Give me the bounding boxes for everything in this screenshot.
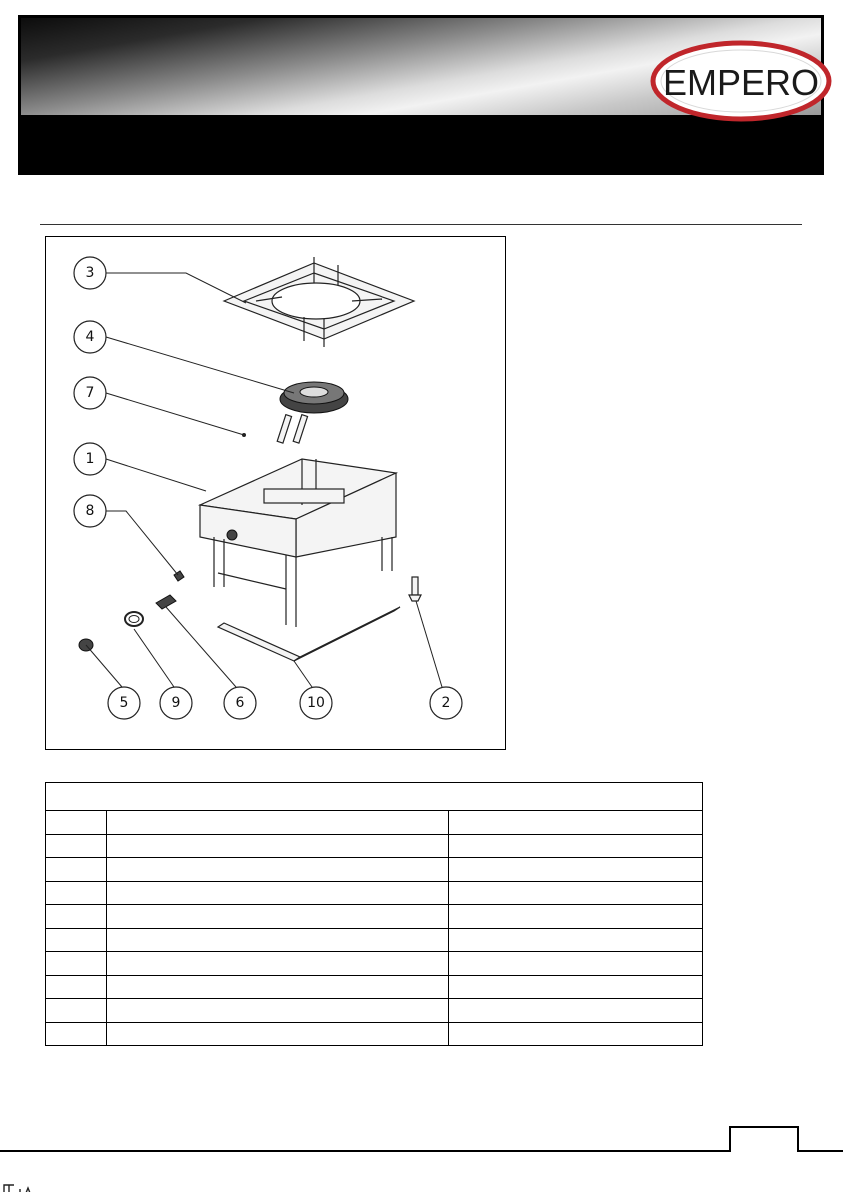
callout-9 [160,687,192,719]
parts-table [45,782,703,1046]
footer-line [0,1150,843,1152]
svg-text:6: 6 [235,695,245,711]
callout-4 [74,321,106,353]
svg-text:9: 9 [171,695,181,711]
svg-text:3: 3 [85,265,95,281]
logo-text: EMPERO [662,62,820,103]
frame-drawing [200,459,396,627]
table-row [46,999,703,1023]
table-row [46,928,703,952]
table-row [46,975,703,999]
table-row [46,905,703,929]
table-row [46,881,703,905]
table-header-row [46,783,703,811]
callout-5 [108,687,140,719]
table-row [46,811,703,835]
empero-logo [646,35,836,123]
page-number-box [729,1126,799,1152]
callout-10 [300,687,332,719]
header-banner [18,15,824,175]
table-row [46,858,703,882]
gas-valve-drawing [156,595,176,609]
callout-6 [224,687,256,719]
svg-text:5: 5 [119,695,129,711]
ring-drawing [125,612,143,626]
svg-text:10: 10 [307,695,325,711]
table-header-cell [46,783,703,811]
table-row [46,952,703,976]
bar-drawing [218,607,400,661]
callout-7 [74,377,106,409]
svg-text:2: 2 [441,695,451,711]
foot-drawing [409,577,421,601]
callout-8 [74,495,106,527]
callout-1 [74,443,106,475]
table-row [46,834,703,858]
table-row [46,1022,703,1046]
callout-3 [74,257,106,289]
svg-text:4: 4 [85,329,95,345]
diagram-drawing [46,237,505,749]
svg-text:1: 1 [85,451,95,467]
callout-2 [430,687,462,719]
svg-text:7: 7 [85,385,95,401]
svg-text:8: 8 [85,503,95,519]
footer-text-fragment [0,1178,60,1192]
pan-support-drawing [224,257,414,347]
cropped-glyphs [0,1179,60,1192]
exploded-diagram [45,236,506,750]
section-rule [40,224,802,225]
